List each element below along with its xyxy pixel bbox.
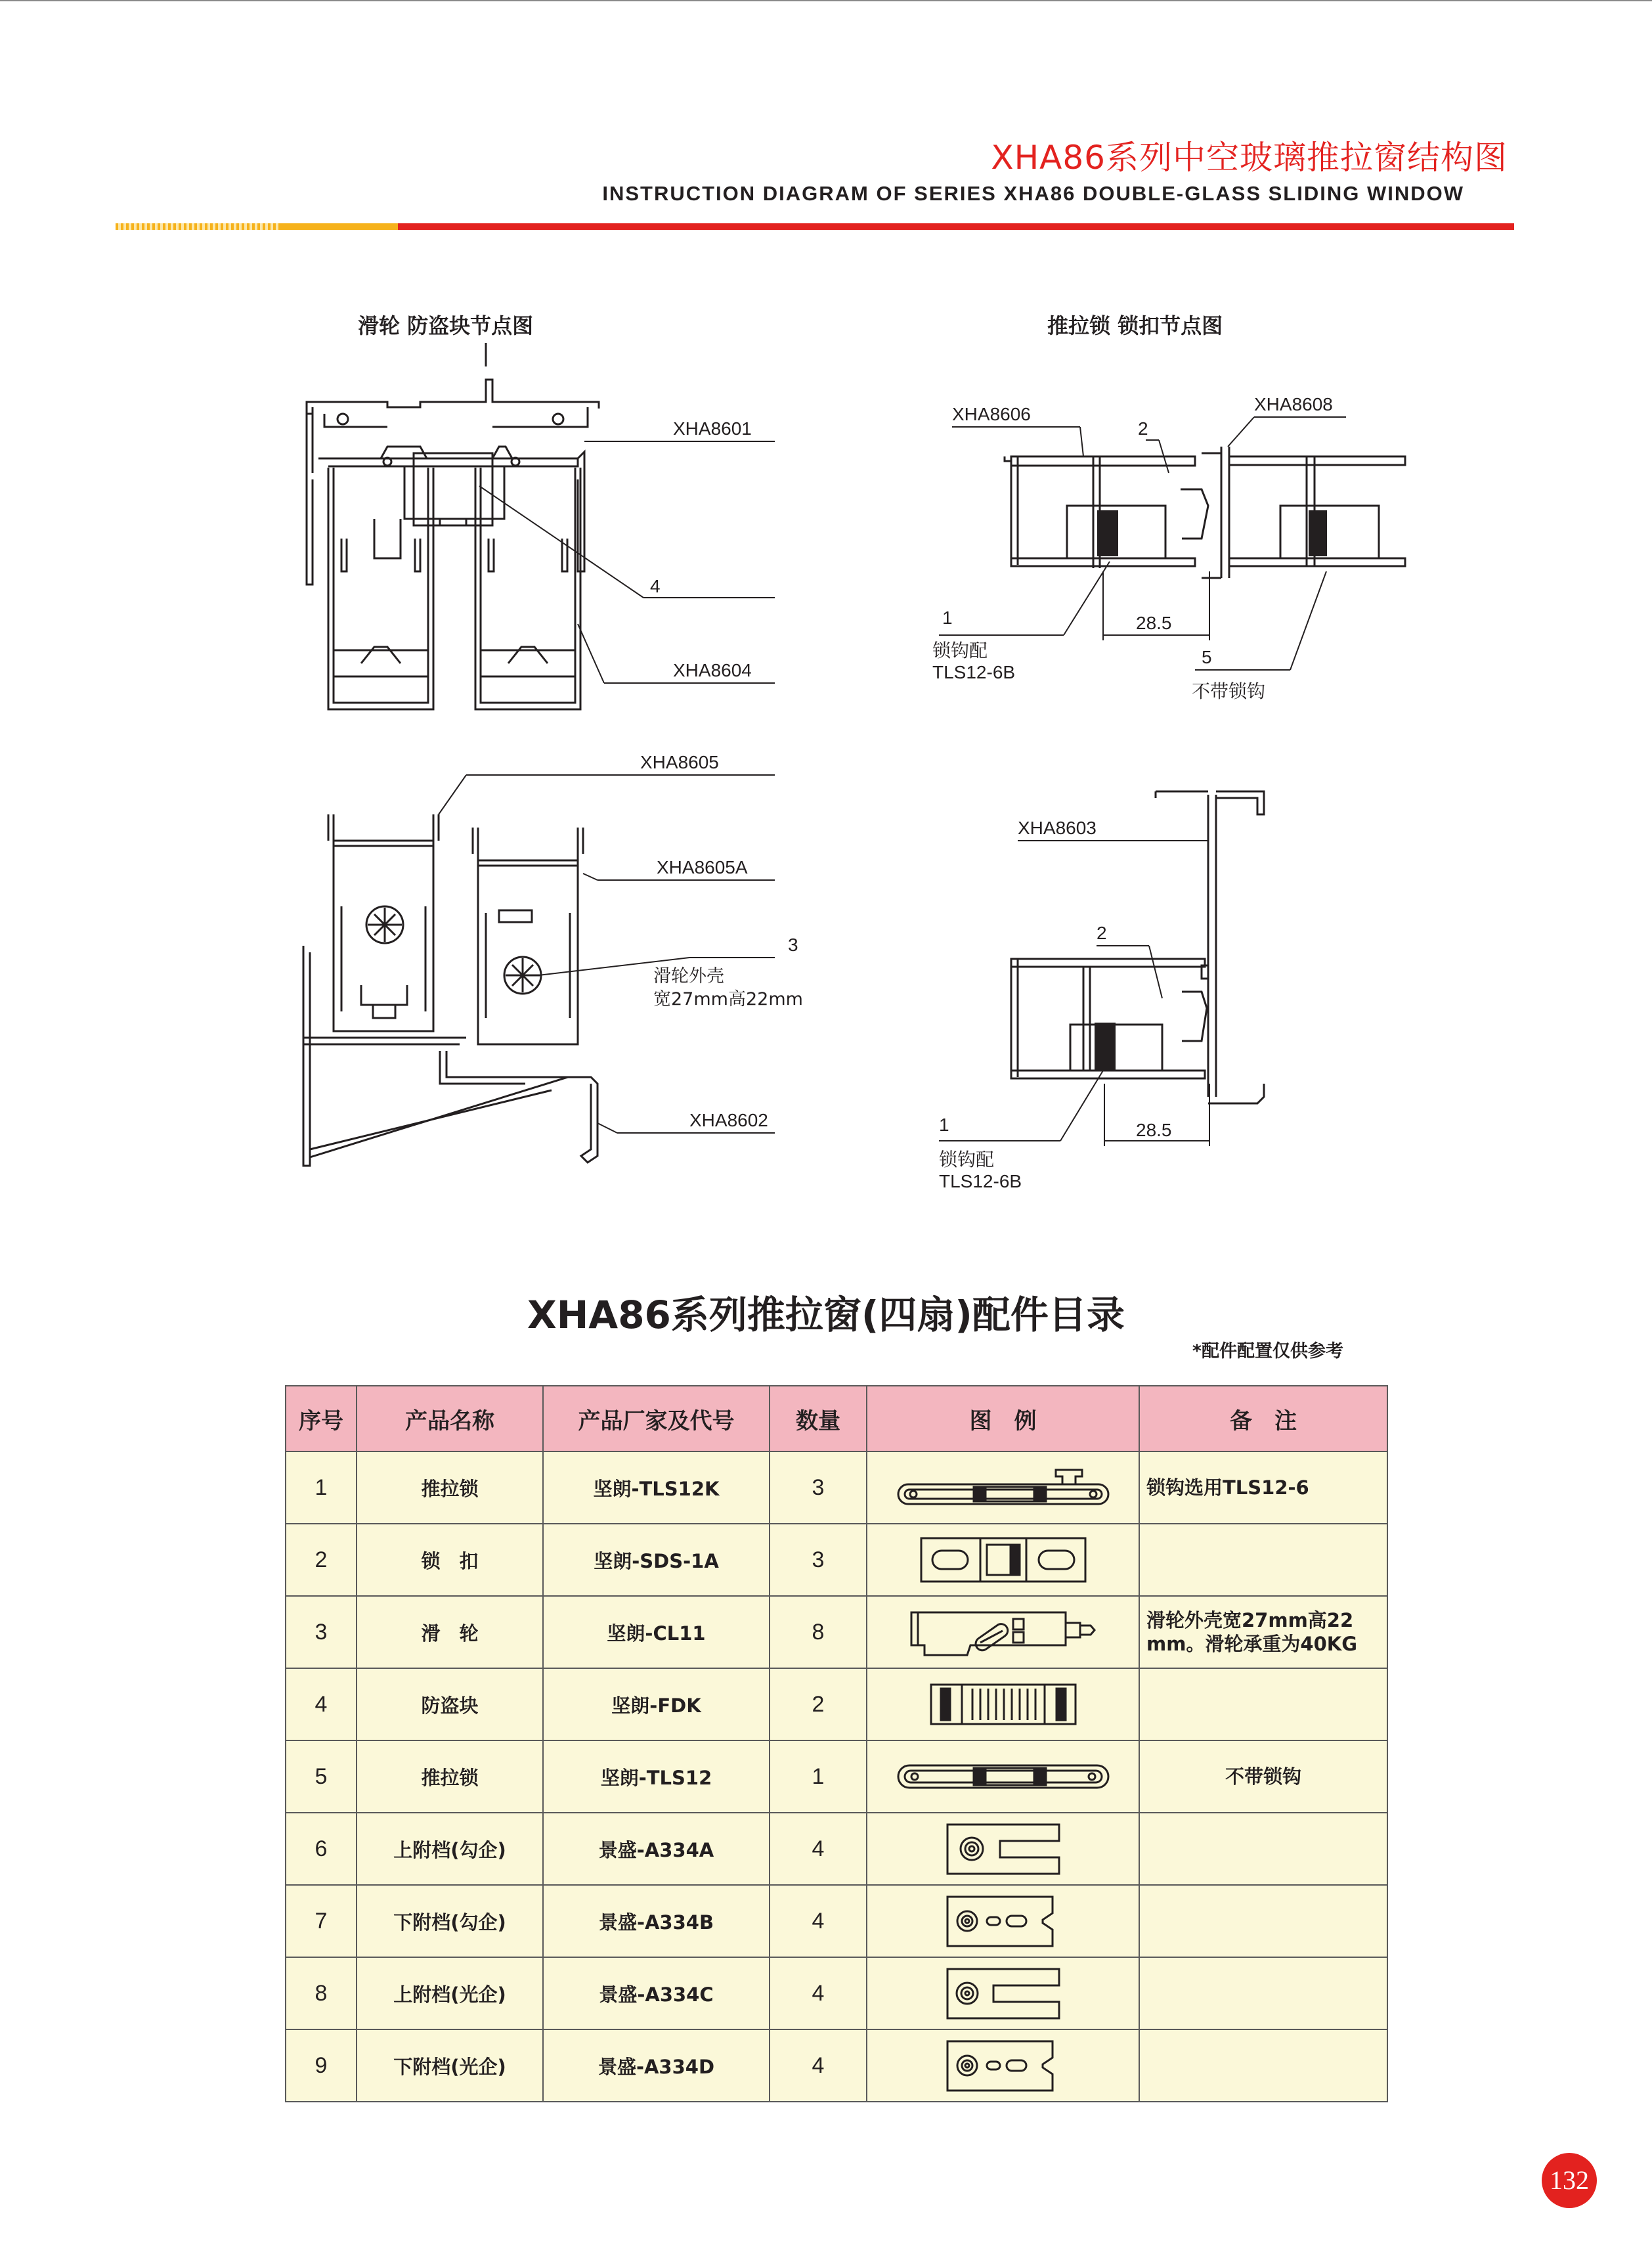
label-1: 1	[942, 608, 953, 628]
cell-qty: 4	[770, 1885, 867, 1957]
cell-illustration	[867, 1957, 1139, 2029]
cell-remark: 滑轮外壳宽27mm高22 mm。滑轮承重为40KG	[1139, 1596, 1387, 1668]
parts-table	[285, 1385, 1388, 2102]
diagram-pulley-anti-theft	[289, 309, 814, 729]
cell-illustration	[867, 1813, 1139, 1885]
table-row	[286, 1668, 1387, 1740]
header-qty: 数量	[770, 1386, 867, 1451]
cell-name: 下附档(勾企)	[357, 1885, 543, 1957]
label-xha8602: XHA8602	[689, 1110, 768, 1130]
cell-no: 6	[286, 1813, 357, 1885]
diagram-lock-keeper	[913, 309, 1438, 729]
label-5: 5	[1202, 647, 1212, 667]
cell-remark	[1139, 1957, 1387, 2029]
lower-stop-plain-icon	[944, 2038, 1062, 2093]
cell-no: 7	[286, 1885, 357, 1957]
cell-illustration	[867, 1885, 1139, 1957]
page-title-en: INSTRUCTION DIAGRAM OF SERIES XHA86 DOUBLE-GLASS SLIDING WINDOW	[602, 182, 1464, 205]
label-xha8604: XHA8604	[673, 660, 752, 680]
header-illustration: 图 例	[867, 1386, 1139, 1451]
cell-code: 景盛-A334D	[543, 2029, 770, 2102]
label-4: 4	[650, 576, 661, 596]
label-2: 2	[1097, 923, 1107, 943]
table-row	[286, 1740, 1387, 1813]
table-row	[286, 1885, 1387, 1957]
cell-code: 坚朗-TLS12K	[543, 1451, 770, 1524]
cell-remark	[1139, 1885, 1387, 1957]
header-code: 产品厂家及代号	[543, 1386, 770, 1451]
profile-xha8606	[1005, 456, 1208, 568]
label-xha8601: XHA8601	[673, 418, 752, 439]
cell-remark	[1139, 1668, 1387, 1740]
cell-code: 坚朗-SDS-1A	[543, 1524, 770, 1596]
profile-xha8605a	[473, 828, 583, 1044]
cell-code: 坚朗-FDK	[543, 1668, 770, 1740]
label-xha8608: XHA8608	[1254, 394, 1333, 414]
cell-qty: 1	[770, 1740, 867, 1813]
profile-xha8604	[328, 468, 580, 709]
profile-xha8605	[328, 814, 439, 1031]
cell-illustration	[867, 1740, 1139, 1813]
table-row	[286, 1596, 1387, 1668]
cell-remark	[1139, 2029, 1387, 2102]
cell-code: 景盛-A334C	[543, 1957, 770, 2029]
cell-illustration	[867, 2029, 1139, 2102]
cell-qty: 4	[770, 2029, 867, 2102]
cell-qty: 3	[770, 1524, 867, 1596]
header-no: 序号	[286, 1386, 357, 1451]
upper-stop-plain-icon	[944, 1966, 1062, 2021]
cell-code: 坚朗-CL11	[543, 1596, 770, 1668]
cell-qty: 2	[770, 1668, 867, 1740]
cell-no: 5	[286, 1740, 357, 1813]
label-3: 3	[788, 935, 798, 955]
cell-remark	[1139, 1813, 1387, 1885]
page-number: 132	[1542, 2153, 1597, 2208]
table-row	[286, 1524, 1387, 1596]
label-hook-line2: TLS12-6B	[932, 662, 1016, 682]
label-xha8603: XHA8603	[1018, 818, 1097, 838]
diagram-title: 滑轮 防盗块节点图	[358, 313, 534, 338]
cell-remark: 不带锁钩	[1139, 1740, 1387, 1813]
cell-qty: 4	[770, 1957, 867, 2029]
label-hook-line1: 锁钩配	[932, 640, 988, 661]
cell-illustration	[867, 1596, 1139, 1668]
header-band-red	[398, 223, 1514, 230]
cell-remark	[1139, 1524, 1387, 1596]
header-band-gold	[280, 223, 398, 230]
cell-qty: 4	[770, 1813, 867, 1885]
catalog-note: *配件配置仅供参考	[1192, 1341, 1343, 1361]
pulley-icon	[908, 1606, 1098, 1658]
top-rule	[0, 0, 1652, 1]
cell-name: 上附档(勾企)	[357, 1813, 543, 1885]
lower-stop-hook-icon	[944, 1893, 1062, 1949]
diagram-title: 推拉锁 锁扣节点图	[1047, 313, 1223, 338]
leader-lines	[939, 841, 1209, 1146]
label-xha8605: XHA8605	[640, 752, 719, 772]
cell-qty: 8	[770, 1596, 867, 1668]
table-header-row	[286, 1386, 1387, 1451]
cell-name: 推拉锁	[357, 1451, 543, 1524]
cell-code: 景盛-A334A	[543, 1813, 770, 1885]
profile-xha8608	[1202, 447, 1405, 578]
cell-illustration	[867, 1451, 1139, 1524]
label-xha8606: XHA8606	[952, 404, 1031, 424]
label-2: 2	[1138, 418, 1148, 439]
dimension-28-5: 28.5	[1136, 613, 1172, 633]
profile-xha8603	[1156, 791, 1264, 1103]
table-row	[286, 1813, 1387, 1885]
profile-xha8602	[303, 946, 598, 1166]
cell-illustration	[867, 1668, 1139, 1740]
cell-remark: 锁钩选用TLS12-6	[1139, 1451, 1387, 1524]
label-xha8605a: XHA8605A	[657, 857, 748, 877]
dimension-28-5: 28.5	[1136, 1120, 1172, 1140]
anti-theft-block-icon	[928, 1679, 1079, 1729]
catalog-title: XHA86系列推拉窗(四扇)配件目录	[527, 1293, 1125, 1337]
header-remark: 备 注	[1139, 1386, 1387, 1451]
label-hook-line2: TLS12-6B	[939, 1171, 1022, 1191]
table-row	[286, 1957, 1387, 2029]
cell-no: 8	[286, 1957, 357, 2029]
page-title-cn: XHA86系列中空玻璃推拉窗结构图	[991, 139, 1508, 177]
label-pulley-line1: 滑轮外壳	[653, 966, 724, 986]
cell-name: 下附档(光企)	[357, 2029, 543, 2102]
header-name: 产品名称	[357, 1386, 543, 1451]
cell-no: 3	[286, 1596, 357, 1668]
cell-name: 滑 轮	[357, 1596, 543, 1668]
lock-keeper-icon	[918, 1535, 1089, 1585]
upper-stop-hook-icon	[944, 1821, 1062, 1876]
cell-code: 坚朗-TLS12	[543, 1740, 770, 1813]
diagram-pulley-sill	[289, 752, 814, 1182]
cell-no: 2	[286, 1524, 357, 1596]
sliding-lock-with-hook-icon	[895, 1465, 1112, 1511]
cell-no: 4	[286, 1668, 357, 1740]
label-hook-line1: 锁钩配	[939, 1149, 995, 1170]
leader-lines	[439, 775, 775, 1133]
sliding-lock-icon	[895, 1759, 1112, 1794]
cell-qty: 3	[770, 1451, 867, 1524]
cell-no: 9	[286, 2029, 357, 2102]
cell-no: 1	[286, 1451, 357, 1524]
diagram-lock-frame	[913, 782, 1438, 1208]
profile-lock-sash	[1011, 959, 1207, 1078]
cell-name: 防盗块	[357, 1668, 543, 1740]
cell-name: 上附档(光企)	[357, 1957, 543, 2029]
label-no-hook: 不带锁钩	[1192, 680, 1266, 702]
table-row	[286, 1451, 1387, 1524]
profile-xha8601	[307, 343, 599, 585]
header-band-dotted	[116, 223, 280, 230]
cell-code: 景盛-A334B	[543, 1885, 770, 1957]
cell-illustration	[867, 1524, 1139, 1596]
cell-name: 锁 扣	[357, 1524, 543, 1596]
label-pulley-line2: 宽27mm高22mm	[653, 989, 803, 1009]
cell-name: 推拉锁	[357, 1740, 543, 1813]
label-1: 1	[939, 1115, 949, 1135]
table-row	[286, 2029, 1387, 2102]
